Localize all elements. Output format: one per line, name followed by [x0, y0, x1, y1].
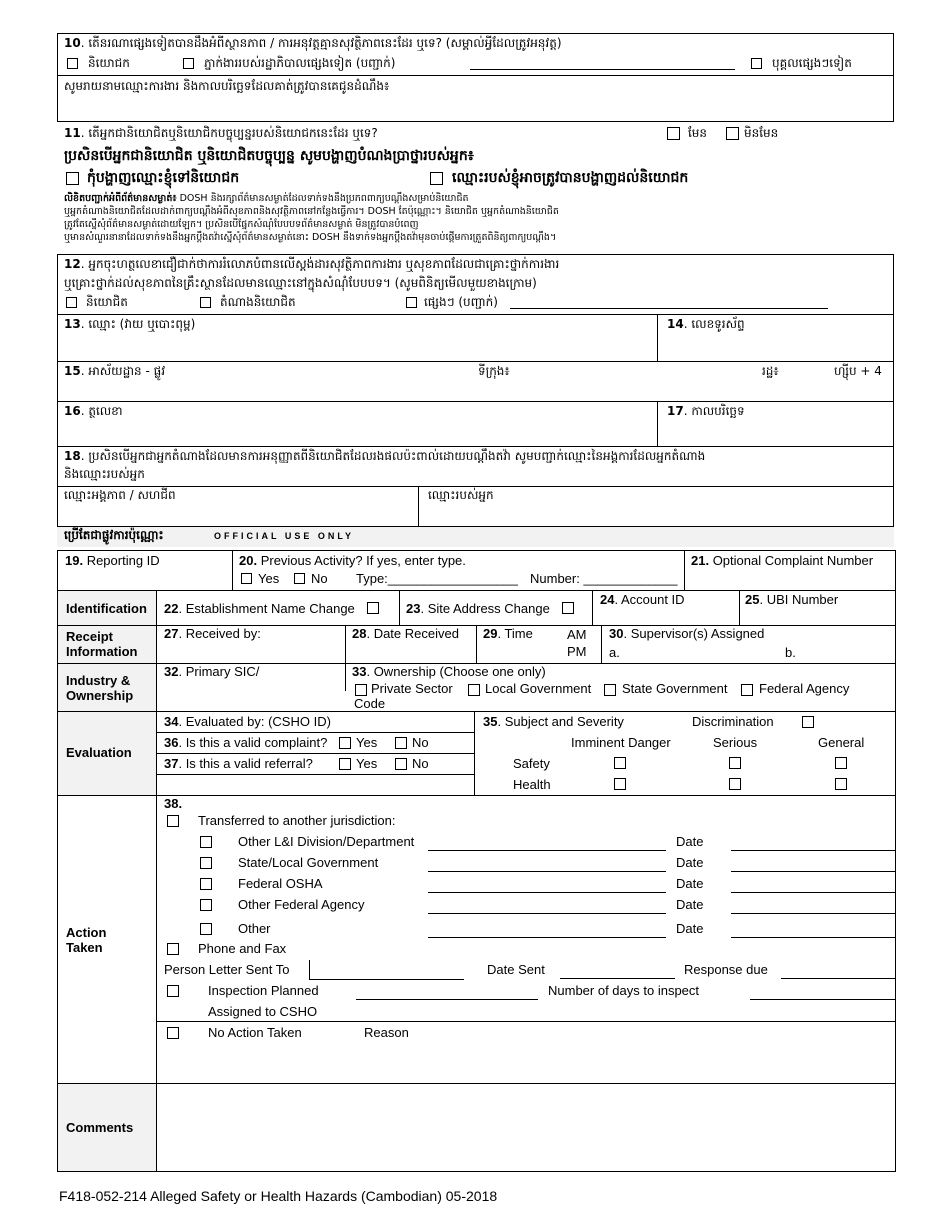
supervisor-b[interactable]: b.	[785, 645, 796, 660]
q18-line1: 18. ប្រសិនបើអ្នកជាអ្នកតំណាងដែលមានការអនុញ្ញាតពីនិយោជិតដែលរងផលប៉ះពាល់ដោយបណ្តឹងតវ៉ា សូមបញ្ជាក់ឈ្មោះនៃអង្គការដែលអ្នកតំណាង	[64, 449, 706, 463]
q10-agency-checkbox[interactable]	[183, 58, 194, 69]
ownership-private-checkbox[interactable]	[355, 684, 367, 696]
q11-no-checkbox[interactable]	[726, 127, 739, 140]
transfer-item-date-field[interactable]	[731, 892, 895, 893]
imminent-danger-header: Imminent Danger	[571, 735, 671, 750]
evaluated-by-label: 34. Evaluated by: (CSHO ID)	[164, 714, 331, 729]
q12-other-checkbox[interactable]	[406, 297, 417, 308]
time-pm[interactable]: PM	[567, 644, 587, 659]
q12-line1: 12. អ្នកចុះហត្ថលេខាជឿជាក់ថាការរំលោភបំពានលើស្តង់ដារសុវត្ថិភាពការងារ ឬសុខភាពដែលជាគ្រោះថ្នាក់ការងារ	[64, 257, 560, 271]
previous-activity-number[interactable]: Number: _____________	[530, 571, 678, 586]
receipt-header: Receipt Information	[66, 629, 138, 659]
q11-yes-label: មែន	[688, 126, 708, 140]
safety-label: Safety	[513, 756, 550, 771]
health-serious-checkbox[interactable]	[729, 778, 741, 790]
transfer-item-field[interactable]	[428, 871, 666, 872]
valid-complaint-yes-checkbox[interactable]	[339, 737, 351, 749]
received-by-label: 27. Received by:	[164, 626, 261, 641]
inspection-planned-checkbox[interactable]	[167, 985, 179, 997]
q17-label: 17. កាលបរិច្ឆេទ	[667, 404, 745, 418]
q12-other-label: ផ្សេងៗ (បញ្ជាក់)	[424, 295, 498, 309]
transfer-item-field[interactable]	[428, 937, 666, 938]
time-label: 29. Time	[483, 626, 533, 641]
transferred-label: Transferred to another jurisdiction:	[198, 813, 396, 828]
date-sent-field[interactable]	[560, 978, 675, 979]
inspection-planned-field[interactable]	[356, 999, 538, 1000]
safety-general-checkbox[interactable]	[835, 757, 847, 769]
q10-instruction: សូមរាយនាមឈ្មោះការងារ និងកាលបរិច្ឆេទដែលគាត់ត្រូវបានគេជូនដំណឹង៖	[64, 79, 390, 93]
safety-serious-checkbox[interactable]	[729, 757, 741, 769]
q11-dont-reveal-label: កុំបង្ហាញឈ្មោះខ្ញុំទៅនិយោជក	[87, 170, 240, 186]
inspection-planned-label: Inspection Planned	[208, 983, 319, 998]
transfer-item-label: Other L&I Division/Department	[238, 834, 415, 849]
supervisor-a[interactable]: a.	[609, 645, 620, 660]
ownership-state-checkbox[interactable]	[604, 684, 616, 696]
q12-rep-label: តំណាងនិយោជិត	[220, 295, 296, 309]
supervisor-assigned-label: 30. Supervisor(s) Assigned	[609, 626, 765, 641]
ownership-local-label: Local Government	[485, 681, 592, 696]
valid-referral-label: 37. Is this a valid referral?	[164, 756, 313, 771]
safety-imminent-checkbox[interactable]	[614, 757, 626, 769]
transfer-item-field[interactable]	[428, 892, 666, 893]
q16-label: 16. ត្ថលេខា	[64, 404, 123, 418]
transfer-item-checkbox[interactable]	[200, 857, 212, 869]
q15-label: 15. អាស័យដ្ឋាន - ផ្លូវ	[64, 364, 166, 378]
q18-org-label: ឈ្មោះអង្គភាព / សហជីព	[64, 488, 176, 502]
action-38-number: 38.	[164, 796, 183, 811]
q11-may-reveal-checkbox[interactable]	[430, 172, 443, 185]
transfer-item-date-field[interactable]	[731, 913, 895, 914]
previous-activity-no-label: No	[311, 571, 328, 586]
transfer-item-date-label: Date	[676, 897, 704, 912]
ownership-state-label: State Government	[622, 681, 728, 696]
transfer-item-date-field[interactable]	[731, 871, 895, 872]
valid-complaint-yes-label: Yes	[356, 735, 378, 750]
q10-other-label: បុគ្គលផ្សេងៗទៀត	[772, 56, 852, 70]
site-address-change-checkbox[interactable]	[562, 602, 574, 614]
ownership-code-label: Code	[354, 696, 386, 711]
q10-employer-checkbox[interactable]	[67, 58, 78, 69]
valid-referral-no-checkbox[interactable]	[395, 758, 407, 770]
general-header: General	[818, 735, 865, 750]
q10-agency-field[interactable]	[470, 69, 735, 70]
transfer-item-date-label: Date	[676, 855, 704, 870]
q14-label: 14. លេខទូរស័ព្ទ	[667, 317, 745, 331]
no-action-checkbox[interactable]	[167, 1027, 179, 1039]
date-sent-label: Date Sent	[487, 962, 545, 977]
official-use-bar	[57, 526, 894, 547]
transfer-item-checkbox[interactable]	[200, 923, 212, 935]
q13-label: 13. ឈ្មោះ (វាយ ឬបោះពុម្ព)	[64, 317, 196, 331]
date-received-label: 28. Date Received	[352, 626, 459, 641]
transfer-item-checkbox[interactable]	[200, 836, 212, 848]
q11-dont-reveal-checkbox[interactable]	[66, 172, 79, 185]
comments-header: Comments	[66, 1120, 134, 1135]
transfer-item-label: Other Federal Agency	[238, 897, 365, 912]
q12-line2: ឬគ្រោះថ្នាក់ដល់សុខភាពនៃគ្រឹះស្ថានដែលមានឈ្មោះនៅក្នុងសំណុំបែបបទ។ (សូមពិនិត្យមើលមួយខាងក្រោម)	[64, 276, 537, 290]
q12-rep-checkbox[interactable]	[200, 297, 211, 308]
valid-referral-yes-label: Yes	[356, 756, 378, 771]
q18-name-label: ឈ្មោះរបស់អ្នក	[428, 488, 494, 502]
optional-complaint-number-label: 21. Optional Complaint Number	[691, 553, 874, 568]
q18-line2: និងឈ្មោះរបស់អ្នក	[64, 467, 145, 481]
previous-activity-yes-label: Yes	[258, 571, 280, 586]
site-address-change-label: 23. Site Address Change	[406, 601, 550, 616]
ownership-federal-checkbox[interactable]	[741, 684, 753, 696]
q15-city-label: ទីក្រុង៖	[478, 364, 510, 378]
industry-header: Industry & Ownership	[66, 673, 134, 703]
primary-sic-label: 32. Primary SIC/	[164, 664, 260, 679]
q10-other-checkbox[interactable]	[751, 58, 762, 69]
q11-question: 11. តើអ្នកជានិយោជិតឬនិយោជិកបច្ចុប្បន្នរបស់និយោជកនេះដែរ ឬទេ?	[64, 126, 378, 140]
ownership-label: 33. Ownership (Choose one only)	[352, 664, 546, 679]
days-to-inspect-label: Number of days to inspect	[548, 983, 700, 998]
q11-bold-line: ប្រសិនបើអ្នកជានិយោជិត ឬនិយោជិតបច្ចុប្បន្ន សូមបង្ហាញបំណងប្រាថ្នារបស់អ្នក៖	[64, 148, 474, 164]
serious-header: Serious	[713, 735, 758, 750]
phone-fax-label: Phone and Fax	[198, 941, 287, 956]
reason-label: Reason	[364, 1025, 409, 1040]
valid-referral-no-label: No	[412, 756, 429, 771]
discrimination-label: Discrimination	[692, 714, 774, 729]
days-to-inspect-field[interactable]	[750, 999, 895, 1000]
establishment-name-change-label: 22. Establishment Name Change	[164, 601, 355, 616]
transfer-item-date-field[interactable]	[731, 850, 895, 851]
q15-state-label: រដ្ឋ៖	[762, 364, 779, 378]
transfer-item-label: Other	[238, 921, 271, 936]
q11-no-label: មិនមែន	[744, 126, 779, 140]
response-due-field[interactable]	[781, 978, 895, 979]
discrimination-checkbox[interactable]	[802, 716, 814, 728]
confidential-note: លិខិតបញ្ជាក់អំពីព័ត៌មានសម្ងាត់៖ DOSH និងរក្សាព័ត៌មានសម្ងាត់ដែលទាក់ទងនឹងប្រភពពាក្យបណ្តឹងសម្រាប់និយោជិត ឬអ្នកតំណាងនិយោជិតដែលដាក់ពាក្យបណ្តឹងអំពីសុខភាពនិងសុវត្ថិភាពនៅកន្លែងធ្វើការ។ DOSH តែប៉ុណ្ណោះ។ និយោជិត ឬអ្នកតំណាងនិយោជិត ត្រូវតែស្នើសុំព័ត៌មានសម្ងាត់ដោយឡែក។ ប្រសិនបើផ្នែកសំណុំបែបបទព័ត៌មានសម្ងាត់ មិនត្រូវបានបំពេញ ឬមានសំណួរនានាដែលទាក់ទងនឹងអ្នកប្តឹងតវ៉ាស្នើសុំព័ត៌មានសម្ងាត់នោះ DOSH នឹងទាក់ទងអ្នកប្តឹងតវ៉ាមុនចាប់ផ្តើមការត្រួតពិនិត្យពាក្យបណ្តឹង។	[64, 193, 559, 243]
no-action-label: No Action Taken	[208, 1025, 302, 1040]
valid-referral-yes-checkbox[interactable]	[339, 758, 351, 770]
identification-header: Identification	[66, 601, 147, 616]
ownership-local-checkbox[interactable]	[468, 684, 480, 696]
q10-question: 10. តើនរណាផ្សេងទៀតបានដឹងអំពីស្ថានភាព / ការអនុវត្តគ្មានសុវត្ថិភាពនេះដែរ ឬទេ? (សម្គាល់អ្វីដែលត្រូវអនុវត្ត)	[64, 36, 562, 50]
q10-agency-label: ភ្នាក់ងាររបស់រដ្ឋាភិបាលផ្សេងទៀត (បញ្ជាក់)	[204, 56, 396, 70]
assigned-csho-label: Assigned to CSHO	[208, 1004, 318, 1019]
transferred-checkbox[interactable]	[167, 815, 179, 827]
ownership-private-label: Private Sector	[371, 681, 453, 696]
health-imminent-checkbox[interactable]	[614, 778, 626, 790]
establishment-name-change-checkbox[interactable]	[367, 602, 379, 614]
q12-employee-label: និយោជិត	[86, 295, 128, 309]
response-due-label: Response due	[684, 962, 768, 977]
account-id-label: 24. Account ID	[600, 592, 685, 607]
q11-may-reveal-label: ឈ្មោះរបស់ខ្ញុំអាចត្រូវបានបង្ហាញដល់និយោជក	[452, 170, 689, 186]
q15-zip-label: ហ្ស៊ីប + 4	[834, 364, 882, 378]
valid-complaint-label: 36. Is this a valid complaint?	[164, 735, 328, 750]
ownership-federal-label: Federal Agency	[759, 681, 850, 696]
transfer-item-checkbox[interactable]	[200, 899, 212, 911]
transfer-item-checkbox[interactable]	[200, 878, 212, 890]
transfer-item-label: Federal OSHA	[238, 876, 323, 891]
official-use-km: ប្រើតែជាផ្លូវការប៉ុណ្ណោះ	[64, 528, 164, 542]
valid-complaint-no-checkbox[interactable]	[395, 737, 407, 749]
health-label: Health	[513, 777, 551, 792]
person-letter-label: Person Letter Sent To	[164, 962, 290, 977]
transfer-item-field[interactable]	[428, 850, 666, 851]
transfer-item-date-label: Date	[676, 876, 704, 891]
time-am[interactable]: AM	[567, 627, 587, 642]
q10-employer-label: និយោជក	[88, 56, 130, 70]
previous-activity-yes-checkbox[interactable]	[241, 573, 252, 584]
action-taken-header: Action Taken	[66, 925, 107, 955]
reporting-id-label: 19. Reporting ID	[65, 553, 160, 568]
transfer-item-date-field[interactable]	[731, 937, 895, 938]
phone-fax-checkbox[interactable]	[167, 943, 179, 955]
q12-other-field[interactable]	[510, 308, 828, 309]
q11-yes-checkbox[interactable]	[667, 127, 680, 140]
transfer-item-date-label: Date	[676, 921, 704, 936]
transfer-item-date-label: Date	[676, 834, 704, 849]
health-general-checkbox[interactable]	[835, 778, 847, 790]
previous-activity-type[interactable]: Type:__________________	[356, 571, 518, 586]
evaluation-header: Evaluation	[66, 745, 132, 760]
transfer-item-label: State/Local Government	[238, 855, 379, 870]
official-use-en: OFFICIAL USE ONLY	[214, 531, 355, 541]
valid-complaint-no-label: No	[412, 735, 429, 750]
form-footer: F418-052-214 Alleged Safety or Health Hazards (Cambodian) 05-2018	[59, 1188, 498, 1204]
previous-activity-label: 20. Previous Activity? If yes, enter type.	[239, 553, 466, 568]
ubi-number-label: 25. UBI Number	[745, 592, 839, 607]
previous-activity-no-checkbox[interactable]	[294, 573, 305, 584]
q12-employee-checkbox[interactable]	[66, 297, 77, 308]
comments-field[interactable]	[158, 1086, 893, 1169]
subject-severity-label: 35. Subject and Severity	[483, 714, 624, 729]
transfer-item-field[interactable]	[428, 913, 666, 914]
